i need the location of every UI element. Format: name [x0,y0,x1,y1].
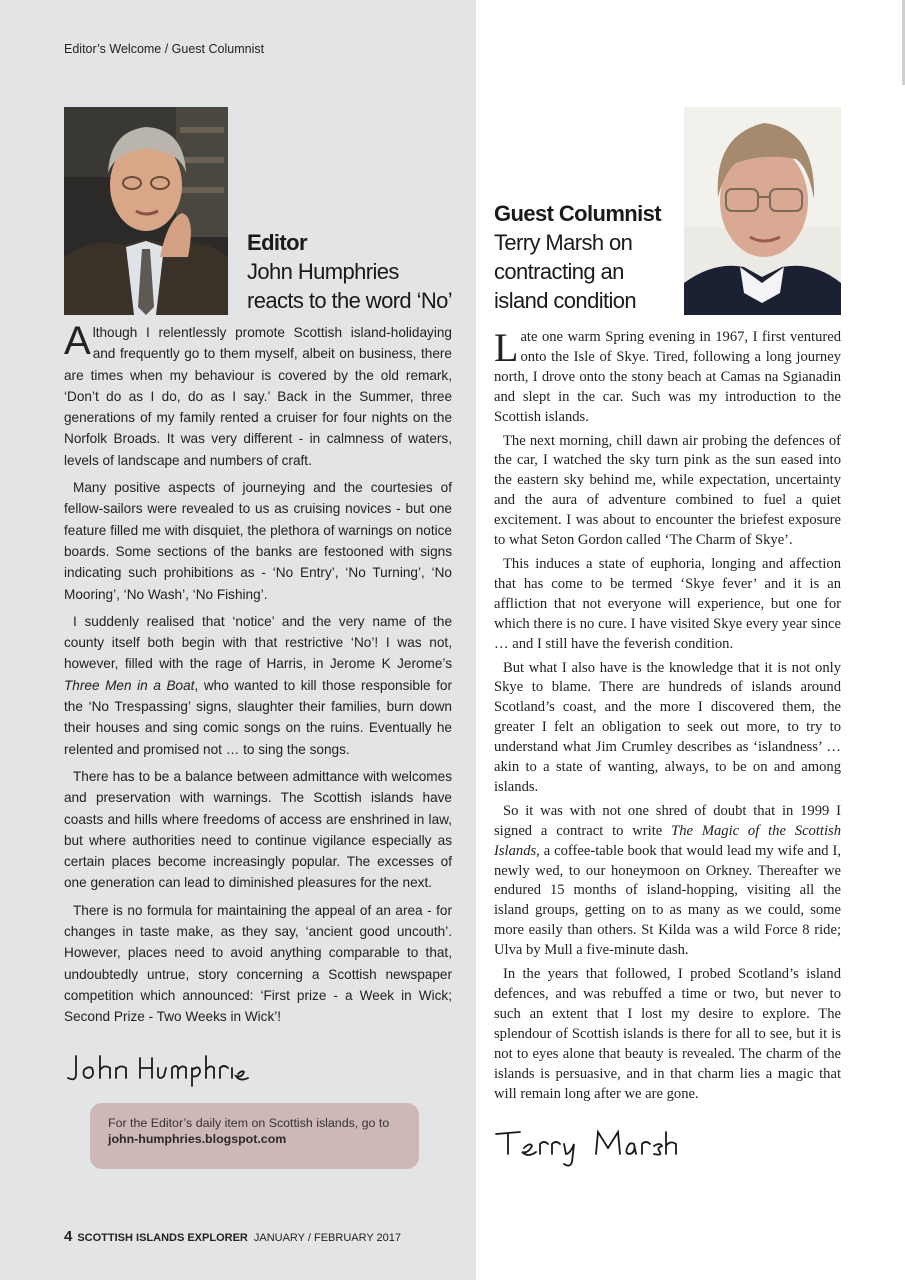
editor-paragraph-5: There is no formula for maintaining the appeal of an area - for changes in taste make, as they say, ‘ancient good uncouth’. However, places need to avoid anything comparable to that, undoubtedly untrue, story concerning a Scottish newspaper competition which announced: ‘First prize - a Week in Wick; Second Prize - Two Weeks in Wick’! [64,902,452,1025]
guest-article [494,325,841,1108]
page-footer [64,1228,401,1245]
book-title: The Magic of the Scottish Islands [494,822,841,859]
guest-signature [494,1124,684,1173]
guest-kicker: Guest Columnist [494,201,662,226]
editor-dropcap: A [64,319,91,363]
editor-signature [64,1048,254,1093]
editor-paragraph-1: Although I relentlessly promote Scottish island-holidaying and frequently go to them myself, albeit on business, there are times when my behaviour is covered by the old remark, ‘Don’t do as I do, do as I say.’ Back in the Summer, three generations of my family rented a cruiser for four nights on the Norfolk Broads. It was very different - in calmness of waters, levels of landscape and numbers of craft. [64,319,452,468]
editor-headline [247,228,467,315]
guest-headline [494,199,684,315]
editor-paragraph-3: I suddenly realised that ‘notice’ and the very name of the county itself both begin with that restrictive ‘No’! I was not, however, filled with the rage of Harris, in Jerome K Jerome’s Three Men in a Boat, who wanted to kill those responsible for the ‘No Trespassing’ signs, slaughter their families, burn down their houses and sing comic songs on the ruins. Eventually he relented and promised not … to sing the songs. [64,613,453,757]
guest-paragraph-2: The next morning, chill dawn air probing the defences of the car, I watched the sky turn pink as the sun eased into the eastern sky behind me, while expectation, uncertainty and the aura of adventure combined to fuel a quiet excitement. I was about to encounter the briefest exposure to what Seton Gordon called ‘The Charm of Skye’. [494,432,841,549]
editor-headline-line-2: reacts to the word ‘No’ [247,288,453,313]
issue-date: JANUARY / FEBRUARY 2017 [253,1232,402,1244]
section-label: Editor’s Welcome / Guest Columnist [64,42,265,56]
editor-paragraph-4: There has to be a balance between admittance with welcomes and preservation with warnings. The Scottish islands have coasts and hills where freedoms of access are enshrined in law, but where authorities need to continue vigilance especially as certain places become increasingly popular. The excesses of one generation can lead to diminished pleasures for the next. [64,768,452,891]
guest-paragraph-3: This induces a state of euphoria, longing and affection that has come to be termed ‘Skye fever’ and it is an affliction that not everyone will experience, but one for which there is no cure. I have visited Skye every year since … and I still have the feverish condition. [494,555,841,652]
blog-promo-text: For the Editor’s daily item on Scottish islands, go to [108,1116,390,1130]
editor-kicker: Editor [247,230,307,255]
editor-article [64,319,453,1034]
magazine-name: SCOTTISH ISLANDS EXPLORER [77,1232,248,1244]
guest-photo [684,107,841,315]
page-number: 4 [64,1228,73,1245]
editor-signature-drawing [64,1048,254,1088]
guest-headline-line-2: contracting an [494,259,624,284]
book-title: Three Men in a Boat [64,677,195,693]
guest-paragraph-6: In the years that followed, I probed Scotland’s island defences, and was rebuffed a time or two, but never to such an extent that I lost my desire to explore. The splendour of Scottish islands is there for all to see, but it is not to eyes alone that beauty is revealed. The charm of the islands is persuasive, and in that charm lies a magic that will remain long after we are gone. [494,966,841,1102]
blog-link[interactable]: john-humphries.blogspot.com [108,1132,287,1146]
guest-paragraph-1: Late one warm Spring evening in 1967, I first ventured onto the Isle of Skye. Tired, following a long journey north, I drove onto the stony beach at Camas na Sgianadin and slept in the car. Such was my introduction to the Scottish islands. [494,325,841,425]
guest-headline-line-1: Terry Marsh on [494,230,633,255]
guest-paragraph-4: But what I also have is the knowledge that it is not only Skye to blame. There are hundreds of islands around Scotland’s coast, and the more I discovered them, the greater I felt an obligation to seek out more, to try to understand what Jim Crumley describes as ‘islandness’ … akin to a state of wanting, always, to be on and among islands. [494,659,841,795]
blog-promo-box [90,1103,419,1169]
guest-signature-drawing [494,1124,684,1168]
guest-dropcap: L [494,325,519,370]
editor-photo [64,107,228,315]
editor-paragraph-2: Many positive aspects of journeying and the courtesies of fellow-sailors were revealed to us as cruising novices - but one feature filled me with disquiet, the plethora of warnings on notice boards. Some sections of the banks are festooned with signs indicating such prohibitions as - ‘No Entry’, ‘No Turning’, ‘No Mooring’, ‘No Wash’, ‘No Fishing’. [64,480,452,602]
guest-paragraph-5: So it was with not one shred of doubt that in 1999 I signed a contract to write The Magic of the Scottish Islands, a coffee-table book that would lead my wife and I, newly wed, to our honeymoon on Orkney. Thereafter we endured 15 months of island-hopping, visiting all the island groups, getting on to as many as we could, some more easily than others. St Kilda was a wild Force 8 ride; Ulva by Mull a five-minute dash. [494,802,841,959]
editor-headline-line-1: John Humphries [247,259,399,284]
guest-headline-line-3: island condition [494,288,637,313]
